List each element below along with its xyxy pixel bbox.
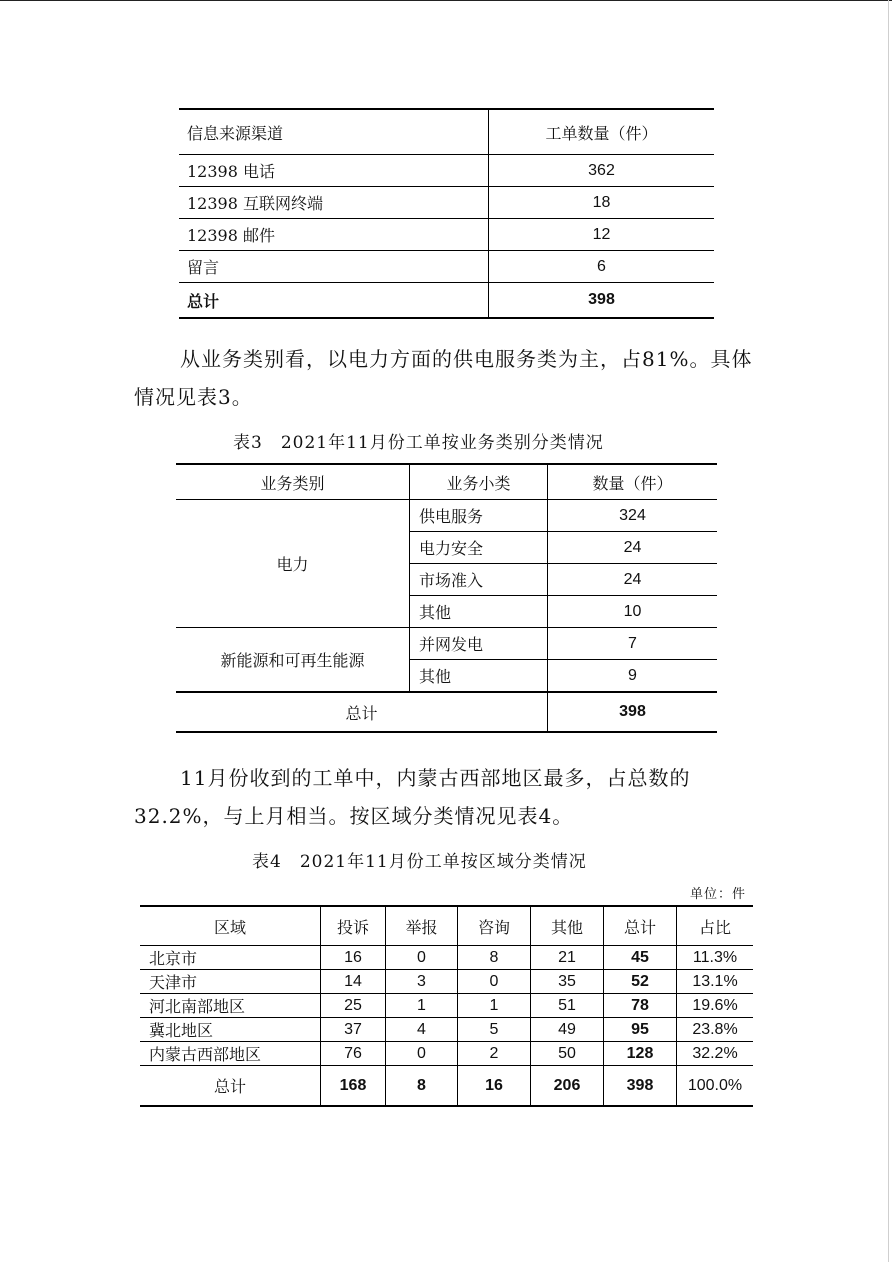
complaint-cell: 76 [321, 1042, 386, 1066]
total-cell: 128 [604, 1042, 677, 1066]
total-count: 398 [489, 283, 715, 319]
count-cell: 362 [489, 155, 715, 187]
subcategory-cell: 电力安全 [410, 532, 548, 564]
report-cell: 4 [386, 1018, 458, 1042]
channel-cell: 留言 [179, 251, 489, 283]
column-header: 投诉 [321, 906, 386, 946]
column-header: 业务类别 [176, 464, 410, 500]
complaint-cell: 37 [321, 1018, 386, 1042]
table-total-row [140, 1066, 753, 1107]
unit-label: 单位：件 [690, 887, 747, 902]
complaint-total: 168 [321, 1066, 386, 1107]
column-header: 举报 [386, 906, 458, 946]
column-header: 咨询 [458, 906, 531, 946]
report-cell: 1 [386, 994, 458, 1018]
other-cell: 49 [531, 1018, 604, 1042]
complaint-cell: 16 [321, 946, 386, 970]
consult-cell: 0 [458, 970, 531, 994]
share-cell: 19.6% [677, 994, 754, 1018]
count-cell: 324 [548, 500, 718, 532]
column-header: 区域 [140, 906, 321, 946]
other-total: 206 [531, 1066, 604, 1107]
table-row [140, 1042, 753, 1066]
column-header: 工单数量（件） [489, 109, 715, 155]
subcategory-cell: 供电服务 [410, 500, 548, 532]
total-cell: 78 [604, 994, 677, 1018]
other-cell: 35 [531, 970, 604, 994]
grand-total: 398 [604, 1066, 677, 1107]
channel-cell: 12398 互联网终端 [179, 187, 489, 219]
table-row [140, 946, 753, 970]
table-row [140, 1018, 753, 1042]
table-row [179, 187, 714, 219]
report-cell: 0 [386, 946, 458, 970]
report-cell: 0 [386, 1042, 458, 1066]
page-right-edge [888, 0, 889, 1262]
region-cell: 河北南部地区 [140, 994, 321, 1018]
category-cell: 新能源和可再生能源 [176, 628, 410, 693]
table-row [179, 251, 714, 283]
total-label: 总计 [140, 1066, 321, 1107]
other-cell: 51 [531, 994, 604, 1018]
region-cell: 内蒙古西部地区 [140, 1042, 321, 1066]
table4-caption: 表4 2021年11月份工单按区域分类情况 [252, 852, 587, 872]
table-row [176, 628, 717, 660]
table-row [140, 970, 753, 994]
complaint-cell: 14 [321, 970, 386, 994]
table-header-row [140, 906, 753, 946]
category-cell: 电力 [176, 500, 410, 628]
count-cell: 24 [548, 564, 718, 596]
region-cell: 冀北地区 [140, 1018, 321, 1042]
count-cell: 6 [489, 251, 715, 283]
total-label: 总计 [176, 692, 548, 732]
business-category-table [176, 463, 717, 733]
table3-caption: 表3 2021年11月份工单按业务类别分类情况 [233, 433, 604, 453]
total-count: 398 [548, 692, 718, 732]
share-total: 100.0% [677, 1066, 754, 1107]
column-header: 信息来源渠道 [179, 109, 489, 155]
paragraph-region [134, 759, 760, 835]
share-cell: 11.3% [677, 946, 754, 970]
channel-cell: 12398 电话 [179, 155, 489, 187]
table-row [140, 994, 753, 1018]
count-cell: 9 [548, 660, 718, 693]
region-cell: 北京市 [140, 946, 321, 970]
count-cell: 12 [489, 219, 715, 251]
column-header: 其他 [531, 906, 604, 946]
total-cell: 45 [604, 946, 677, 970]
report-cell: 3 [386, 970, 458, 994]
share-cell: 13.1% [677, 970, 754, 994]
other-cell: 50 [531, 1042, 604, 1066]
report-total: 8 [386, 1066, 458, 1107]
total-cell: 95 [604, 1018, 677, 1042]
count-cell: 10 [548, 596, 718, 628]
subcategory-cell: 其他 [410, 660, 548, 693]
table-total-row [179, 283, 714, 319]
region-cell: 天津市 [140, 970, 321, 994]
page-top-border [0, 0, 892, 1]
table-row [176, 500, 717, 532]
subcategory-cell: 其他 [410, 596, 548, 628]
subcategory-cell: 市场准入 [410, 564, 548, 596]
table-total-row [176, 692, 717, 732]
consult-total: 16 [458, 1066, 531, 1107]
column-header: 总计 [604, 906, 677, 946]
sources-table [179, 108, 714, 319]
column-header: 业务小类 [410, 464, 548, 500]
table-row [179, 219, 714, 251]
subcategory-cell: 并网发电 [410, 628, 548, 660]
consult-cell: 2 [458, 1042, 531, 1066]
region-table [140, 905, 753, 1107]
channel-cell: 12398 邮件 [179, 219, 489, 251]
paragraph-text: 从业务类别看，以电力方面的供电服务类为主，占81%。具体情况见表3。 [134, 347, 753, 409]
total-cell: 52 [604, 970, 677, 994]
column-header: 占比 [677, 906, 754, 946]
paragraph-business-category [134, 340, 760, 416]
count-cell: 18 [489, 187, 715, 219]
count-cell: 7 [548, 628, 718, 660]
consult-cell: 8 [458, 946, 531, 970]
count-cell: 24 [548, 532, 718, 564]
consult-cell: 5 [458, 1018, 531, 1042]
table-header-row [179, 109, 714, 155]
other-cell: 21 [531, 946, 604, 970]
complaint-cell: 25 [321, 994, 386, 1018]
table-row [179, 155, 714, 187]
table-header-row [176, 464, 717, 500]
total-label: 总计 [179, 283, 489, 319]
paragraph-text: 11月份收到的工单中，内蒙古西部地区最多，占总数的32.2%，与上月相当。按区域分类情况见表4。 [134, 766, 691, 828]
column-header: 数量（件） [548, 464, 718, 500]
share-cell: 23.8% [677, 1018, 754, 1042]
share-cell: 32.2% [677, 1042, 754, 1066]
consult-cell: 1 [458, 994, 531, 1018]
